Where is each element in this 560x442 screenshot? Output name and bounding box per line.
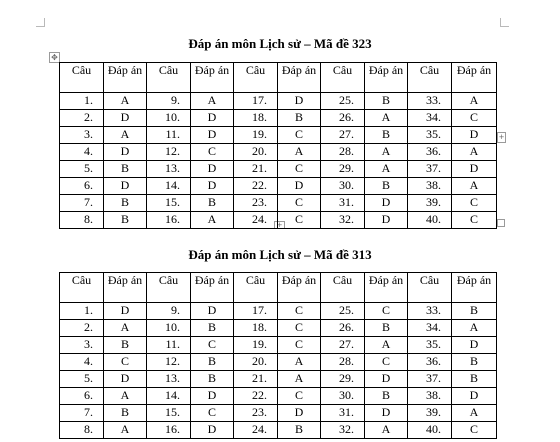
header-answer-cell: Đáp án bbox=[278, 63, 321, 93]
answer-cell: C bbox=[278, 212, 321, 229]
question-number-cell: 16. bbox=[147, 212, 191, 229]
answer-cell: D bbox=[452, 127, 497, 144]
question-number-cell: 15. bbox=[147, 195, 191, 212]
question-number-cell: 27. bbox=[321, 127, 365, 144]
answer-cell: D bbox=[452, 161, 497, 178]
question-number-cell: 4. bbox=[60, 144, 104, 161]
answer-cell: C bbox=[365, 303, 408, 320]
table-header-row bbox=[60, 273, 497, 303]
question-number-cell: 23. bbox=[234, 405, 278, 422]
header-answer-cell: Đáp án bbox=[278, 273, 321, 303]
question-number-cell: 17. bbox=[234, 303, 278, 320]
table-row bbox=[60, 161, 497, 178]
answer-cell: C bbox=[191, 144, 234, 161]
answer-cell: C bbox=[452, 212, 497, 229]
question-number-cell: 35. bbox=[408, 127, 452, 144]
question-number-cell: 25. bbox=[321, 303, 365, 320]
answer-cell: B bbox=[278, 422, 321, 439]
answer-cell: C bbox=[278, 195, 321, 212]
answer-cell: D bbox=[104, 303, 147, 320]
table-row bbox=[60, 303, 497, 320]
question-number-cell: 10. bbox=[147, 320, 191, 337]
answer-cell: D bbox=[365, 212, 408, 229]
question-number-cell: 30. bbox=[321, 178, 365, 195]
question-number-cell: 5. bbox=[60, 161, 104, 178]
document-title-1: Đáp án môn Lịch sử – Mã đề 323 bbox=[188, 36, 372, 51]
answer-cell: A bbox=[452, 178, 497, 195]
question-number-cell: 14. bbox=[147, 388, 191, 405]
question-number-cell: 1. bbox=[60, 93, 104, 110]
answer-cell: D bbox=[278, 93, 321, 110]
question-number-cell: 6. bbox=[60, 388, 104, 405]
answer-cell: D bbox=[104, 110, 147, 127]
answer-cell: A bbox=[365, 337, 408, 354]
question-number-cell: 15. bbox=[147, 405, 191, 422]
table-resize-handle-icon[interactable] bbox=[497, 219, 505, 227]
question-number-cell: 33. bbox=[408, 303, 452, 320]
question-number-cell: 11. bbox=[147, 337, 191, 354]
question-number-cell: 34. bbox=[408, 320, 452, 337]
answer-cell: B bbox=[452, 303, 497, 320]
answer-cell: C bbox=[191, 405, 234, 422]
page-corner-mark-left bbox=[36, 18, 45, 27]
question-number-cell: 20. bbox=[234, 144, 278, 161]
question-number-cell: 27. bbox=[321, 337, 365, 354]
answer-cell: A bbox=[278, 144, 321, 161]
question-number-cell: 6. bbox=[60, 178, 104, 195]
question-number-cell: 2. bbox=[60, 320, 104, 337]
answer-cell: A bbox=[104, 93, 147, 110]
answer-cell: B bbox=[278, 110, 321, 127]
answer-cell: C bbox=[452, 110, 497, 127]
answer-cell: B bbox=[104, 337, 147, 354]
question-number-cell: 32. bbox=[321, 422, 365, 439]
question-number-cell: 29. bbox=[321, 371, 365, 388]
answer-cell: C bbox=[278, 127, 321, 144]
answer-cell: A bbox=[104, 388, 147, 405]
table-row bbox=[60, 178, 497, 195]
answer-cell: D bbox=[191, 303, 234, 320]
answer-cell: B bbox=[365, 127, 408, 144]
answer-cell: A bbox=[191, 93, 234, 110]
question-number-cell: 31. bbox=[321, 195, 365, 212]
question-number-cell: 33. bbox=[408, 93, 452, 110]
table-row bbox=[60, 110, 497, 127]
table-row bbox=[60, 127, 497, 144]
question-number-cell: 10. bbox=[147, 110, 191, 127]
answer-cell: B bbox=[191, 371, 234, 388]
question-number-cell: 1. bbox=[60, 303, 104, 320]
answer-cell: D bbox=[278, 405, 321, 422]
question-number-cell: 40. bbox=[408, 422, 452, 439]
question-number-cell: 21. bbox=[234, 161, 278, 178]
question-number-cell: 3. bbox=[60, 127, 104, 144]
answer-cell: D bbox=[278, 178, 321, 195]
question-number-cell: 31. bbox=[321, 405, 365, 422]
answer-cell: B bbox=[104, 161, 147, 178]
page-corner-mark-right bbox=[500, 18, 509, 27]
question-number-cell: 9. bbox=[147, 93, 191, 110]
header-answer-cell: Đáp án bbox=[191, 63, 234, 93]
header-question-cell: Câu bbox=[321, 273, 365, 303]
table-row bbox=[60, 144, 497, 161]
table-header-row bbox=[60, 63, 497, 93]
answer-cell: B bbox=[365, 93, 408, 110]
answer-cell: A bbox=[452, 144, 497, 161]
header-answer-cell: Đáp án bbox=[365, 63, 408, 93]
question-number-cell: 34. bbox=[408, 110, 452, 127]
answer-cell: D bbox=[365, 405, 408, 422]
answer-cell: B bbox=[191, 195, 234, 212]
question-number-cell: 2. bbox=[60, 110, 104, 127]
answer-cell: C bbox=[278, 388, 321, 405]
question-number-cell: 25. bbox=[321, 93, 365, 110]
question-number-cell: 28. bbox=[321, 144, 365, 161]
answer-cell: B bbox=[191, 320, 234, 337]
question-number-cell: 39. bbox=[408, 195, 452, 212]
answer-cell: B bbox=[104, 212, 147, 229]
table-move-handle-icon[interactable]: ✥ bbox=[49, 52, 60, 63]
table-row bbox=[60, 320, 497, 337]
header-question-cell: Câu bbox=[234, 273, 278, 303]
question-number-cell: 26. bbox=[321, 320, 365, 337]
question-number-cell: 35. bbox=[408, 337, 452, 354]
table-row bbox=[60, 195, 497, 212]
document-title-2: Đáp án môn Lịch sử – Mã đề 313 bbox=[188, 247, 372, 262]
header-question-cell: Câu bbox=[408, 273, 452, 303]
answer-table-2 bbox=[59, 272, 497, 439]
answer-cell: D bbox=[452, 337, 497, 354]
question-number-cell: 12. bbox=[147, 144, 191, 161]
header-answer-cell: Đáp án bbox=[365, 273, 408, 303]
table-row bbox=[60, 354, 497, 371]
question-number-cell: 39. bbox=[408, 405, 452, 422]
answer-cell: A bbox=[278, 354, 321, 371]
question-number-cell: 19. bbox=[234, 127, 278, 144]
answer-cell: C bbox=[278, 303, 321, 320]
question-number-cell: 19. bbox=[234, 337, 278, 354]
answer-cell: B bbox=[191, 354, 234, 371]
question-number-cell: 17. bbox=[234, 93, 278, 110]
header-question-cell: Câu bbox=[321, 63, 365, 93]
answer-cell: C bbox=[365, 354, 408, 371]
answer-cell: D bbox=[104, 144, 147, 161]
add-column-handle-icon[interactable]: + bbox=[498, 133, 505, 141]
answer-cell: A bbox=[104, 320, 147, 337]
answer-cell: A bbox=[365, 110, 408, 127]
question-number-cell: 37. bbox=[408, 371, 452, 388]
table-row bbox=[60, 405, 497, 422]
question-number-cell: 5. bbox=[60, 371, 104, 388]
question-number-cell: 40. bbox=[408, 212, 452, 229]
question-number-cell: 21. bbox=[234, 371, 278, 388]
question-number-cell: 8. bbox=[60, 212, 104, 229]
answer-cell: D bbox=[191, 161, 234, 178]
answer-cell: A bbox=[452, 93, 497, 110]
answer-cell: C bbox=[104, 354, 147, 371]
answer-cell: B bbox=[452, 354, 497, 371]
question-number-cell: 11. bbox=[147, 127, 191, 144]
table-row bbox=[60, 212, 497, 229]
answer-cell: B bbox=[365, 388, 408, 405]
answer-cell: C bbox=[278, 161, 321, 178]
answer-cell: A bbox=[104, 422, 147, 439]
answer-cell: D bbox=[191, 178, 234, 195]
question-number-cell: 23. bbox=[234, 195, 278, 212]
answer-cell: C bbox=[278, 320, 321, 337]
question-number-cell: 24. bbox=[234, 212, 278, 229]
table-row bbox=[60, 371, 497, 388]
header-question-cell: Câu bbox=[147, 63, 191, 93]
answer-cell: B bbox=[365, 320, 408, 337]
header-answer-cell: Đáp án bbox=[191, 273, 234, 303]
question-number-cell: 13. bbox=[147, 161, 191, 178]
question-number-cell: 38. bbox=[408, 388, 452, 405]
answer-cell: A bbox=[365, 161, 408, 178]
answer-cell: D bbox=[104, 178, 147, 195]
answer-cell: A bbox=[104, 127, 147, 144]
answer-cell: D bbox=[365, 371, 408, 388]
question-number-cell: 7. bbox=[60, 195, 104, 212]
question-number-cell: 29. bbox=[321, 161, 365, 178]
answer-cell: A bbox=[365, 422, 408, 439]
add-row-handle-icon[interactable]: + bbox=[274, 221, 285, 229]
question-number-cell: 22. bbox=[234, 178, 278, 195]
answer-cell: D bbox=[104, 371, 147, 388]
table-row bbox=[60, 337, 497, 354]
question-number-cell: 30. bbox=[321, 388, 365, 405]
question-number-cell: 18. bbox=[234, 110, 278, 127]
answer-cell: D bbox=[365, 195, 408, 212]
header-question-cell: Câu bbox=[60, 273, 104, 303]
table-row bbox=[60, 93, 497, 110]
header-answer-cell: Đáp án bbox=[104, 63, 147, 93]
answer-cell: A bbox=[278, 371, 321, 388]
header-question-cell: Câu bbox=[408, 63, 452, 93]
question-number-cell: 7. bbox=[60, 405, 104, 422]
question-number-cell: 18. bbox=[234, 320, 278, 337]
question-number-cell: 36. bbox=[408, 354, 452, 371]
answer-cell: A bbox=[452, 405, 497, 422]
question-number-cell: 32. bbox=[321, 212, 365, 229]
question-number-cell: 4. bbox=[60, 354, 104, 371]
answer-cell: C bbox=[278, 337, 321, 354]
question-number-cell: 22. bbox=[234, 388, 278, 405]
question-number-cell: 12. bbox=[147, 354, 191, 371]
question-number-cell: 24. bbox=[234, 422, 278, 439]
header-question-cell: Câu bbox=[147, 273, 191, 303]
question-number-cell: 13. bbox=[147, 371, 191, 388]
question-number-cell: 20. bbox=[234, 354, 278, 371]
question-number-cell: 14. bbox=[147, 178, 191, 195]
answer-cell: D bbox=[191, 388, 234, 405]
answer-cell: C bbox=[452, 195, 497, 212]
answer-cell: C bbox=[191, 337, 234, 354]
question-number-cell: 26. bbox=[321, 110, 365, 127]
header-answer-cell: Đáp án bbox=[104, 273, 147, 303]
question-number-cell: 16. bbox=[147, 422, 191, 439]
question-number-cell: 38. bbox=[408, 178, 452, 195]
header-answer-cell: Đáp án bbox=[452, 273, 497, 303]
answer-cell: B bbox=[452, 371, 497, 388]
answer-table-1 bbox=[59, 62, 497, 229]
answer-cell: A bbox=[191, 212, 234, 229]
question-number-cell: 28. bbox=[321, 354, 365, 371]
question-number-cell: 3. bbox=[60, 337, 104, 354]
answer-cell: D bbox=[191, 422, 234, 439]
question-number-cell: 8. bbox=[60, 422, 104, 439]
question-number-cell: 9. bbox=[147, 303, 191, 320]
header-question-cell: Câu bbox=[60, 63, 104, 93]
question-number-cell: 36. bbox=[408, 144, 452, 161]
table-row bbox=[60, 422, 497, 439]
header-answer-cell: Đáp án bbox=[452, 63, 497, 93]
answer-cell: D bbox=[191, 110, 234, 127]
answer-cell: C bbox=[452, 422, 497, 439]
answer-cell: D bbox=[452, 388, 497, 405]
question-number-cell: 37. bbox=[408, 161, 452, 178]
answer-cell: B bbox=[365, 178, 408, 195]
answer-cell: D bbox=[191, 127, 234, 144]
answer-cell: A bbox=[452, 320, 497, 337]
answer-cell: A bbox=[365, 144, 408, 161]
answer-cell: B bbox=[104, 405, 147, 422]
answer-cell: B bbox=[104, 195, 147, 212]
header-question-cell: Câu bbox=[234, 63, 278, 93]
table-row bbox=[60, 388, 497, 405]
